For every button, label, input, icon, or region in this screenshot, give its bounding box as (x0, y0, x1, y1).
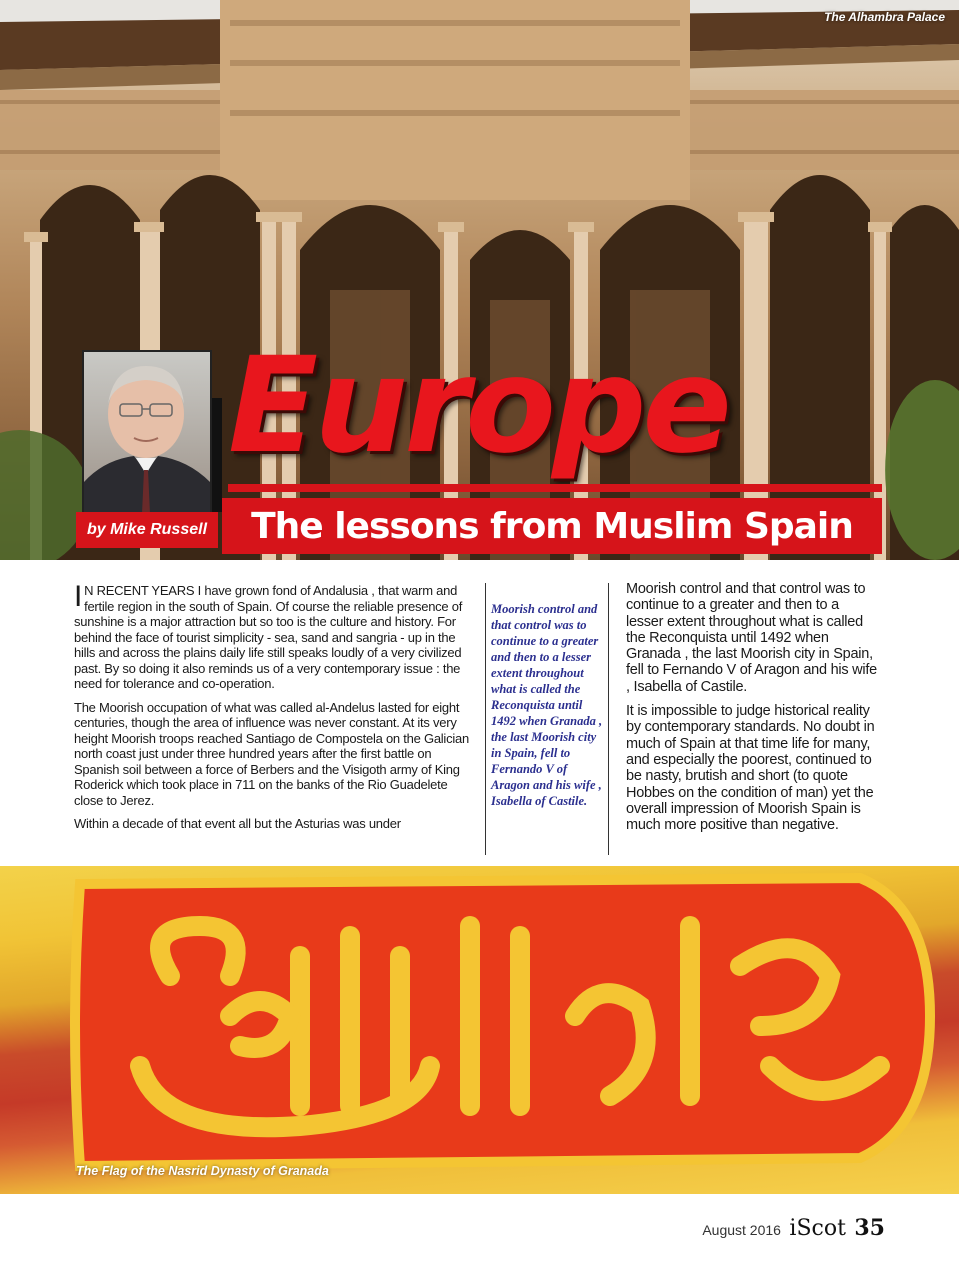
paragraph-2: The Moorish occupation of what was called al-Andelus lasted for eight centuries, though the area of influence was never constant. At its very height Moorish troops reached Santiago de Compostela on the Galician north coast just under three hundred years after the first battle on Spanish soil between a force of Berbers and the Visigoth army of King Roderick which took place in 711 on the banks of the Rio Guadelete close to Jerez. (74, 699, 469, 808)
author-portrait-illustration (84, 352, 210, 514)
nasrid-flag-illustration (0, 866, 959, 1194)
paragraph-5: It is impossible to judge historical reality by contemporary standards. No doubt in much of Spain at that time life for many, and especially the poorest, continued to be nasty, brutish and short (to quote Hobbes on the condition of man) yet the overall impression of Moorish Spain is much more positive than negative. (626, 703, 875, 834)
title-rule (228, 484, 882, 492)
byline: by Mike Russell (76, 512, 218, 548)
paragraph-3: Within a decade of that event all but the Asturias was under (74, 816, 401, 831)
hero-caption: The Alhambra Palace (824, 10, 945, 24)
author-photo (82, 350, 212, 516)
article-column-1 (74, 583, 472, 855)
flag-caption: The Flag of the Nasrid Dynasty of Granada (76, 1164, 329, 1178)
page-footer (702, 1215, 885, 1243)
article-column-3 (626, 581, 878, 857)
flag-image (0, 866, 959, 1194)
subtitle: The lessons from Muslim Spain (222, 498, 882, 554)
pullquote-box (485, 583, 609, 855)
paragraph-4: Moorish control and that control was to continue to a greater and then to a lesser extent throughout what is called the Reconquista until 1492 when Granada , the last Moorish city in Spain, fell to Fernando V of Aragon and his wife , Isabella of Castile. (626, 581, 877, 695)
dropcap: I (74, 583, 83, 613)
paragraph-1-text: N RECENT YEARS I have grown fond of Andalusia , that warm and fertile region in the south of Spain. Of course the reliable presence of sunshine is a major attraction but so too is the culture and history. For behind the face of tourist simplicity - sea, sand and sangria - up in the hills and across the plains daily life still speaks loudly of a very civilized past. By so doing it also reminds us of a very contemporary issue : the need for tolerance and co-operation. (74, 583, 463, 691)
paragraph-1 (74, 583, 472, 692)
issue-date: August 2016 (702, 1222, 781, 1238)
magazine-logo: iScot (789, 1216, 846, 1241)
page-number: 35 (854, 1215, 885, 1241)
page-title: Europe (228, 329, 728, 483)
pullquote: Moorish control and that control was to continue to a greater and then to a lesser extent throughout what is called the Reconquista until 1492 when Granada , the last Moorish city in Spain, fell to Fernando V of Aragon and his wife , Isabella of Castile. (491, 602, 603, 808)
